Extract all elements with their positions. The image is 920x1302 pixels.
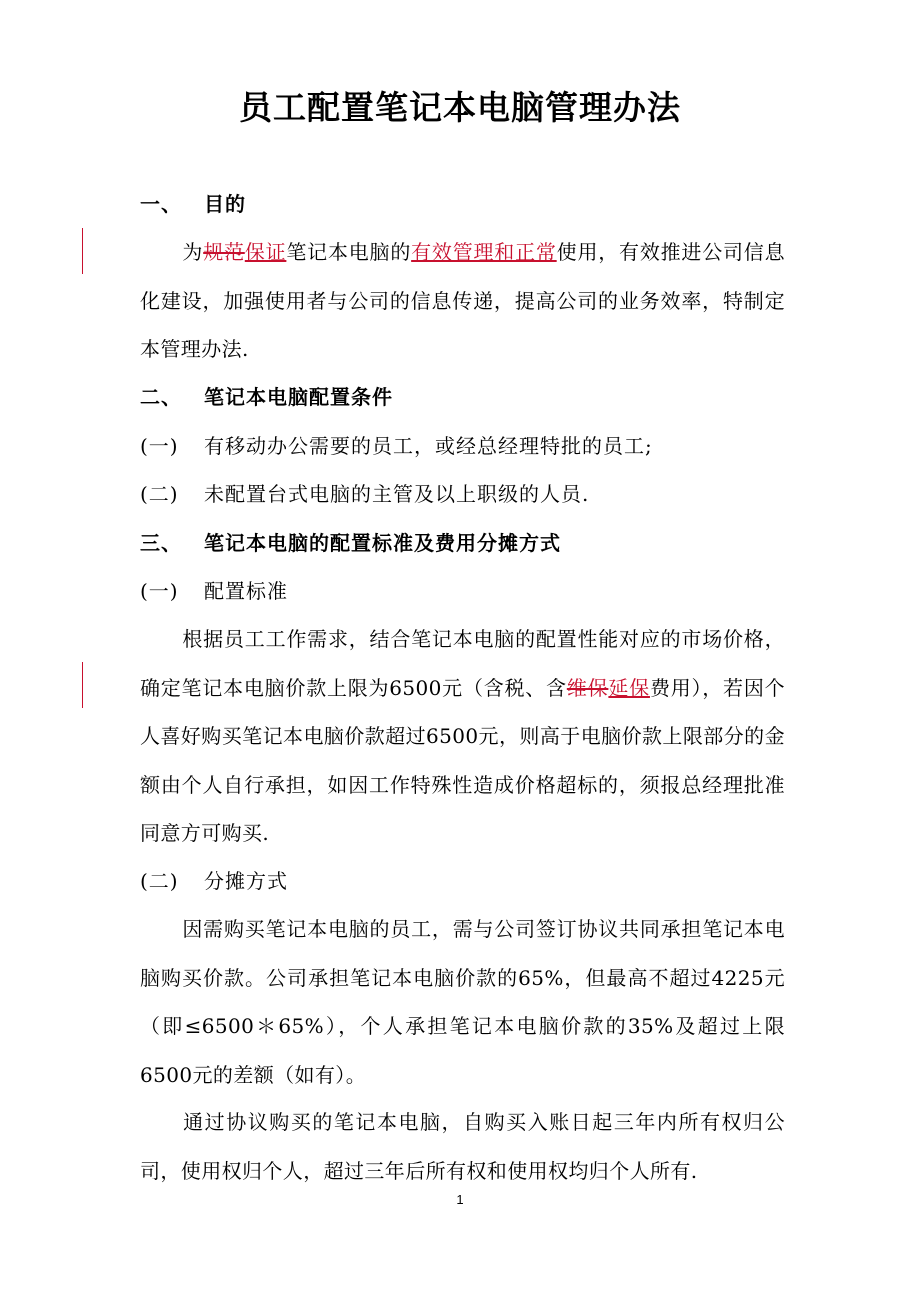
subsection-number: (一) bbox=[140, 579, 179, 603]
subsection-title: 配置标准 bbox=[204, 579, 288, 603]
subsection-number: (二) bbox=[140, 869, 179, 893]
section-heading-purpose bbox=[140, 189, 246, 219]
text-run: 费用），若因个人喜好购买笔记本电脑价款超过6500元，则高于电脑价款上限部分的金额由个人自行承担，如因工作特殊性造成价格超标的，须报总经理批准同意方可购买. bbox=[140, 675, 785, 845]
list-item-number: (一) bbox=[140, 434, 179, 458]
subsection-heading bbox=[140, 576, 288, 606]
section-number: 二、 bbox=[140, 385, 182, 409]
section-title: 笔记本电脑配置条件 bbox=[204, 385, 393, 409]
list-item bbox=[140, 479, 589, 509]
subsection-title: 分摊方式 bbox=[204, 869, 288, 893]
deleted-text: 规范 bbox=[203, 240, 245, 264]
text-run: 根据员工工作需求，结合笔记本电脑的配置性能对应的市场价格，确定笔记本电脑价款上限为6500元（含税、含 bbox=[140, 627, 785, 700]
text-run: 为 bbox=[182, 240, 204, 264]
paragraph-purpose bbox=[140, 228, 785, 374]
text-run: 使用，有效推进公司信息化建设，加强使用者与公司的信息传递，提高公司的业务效率，特制定本管理办法. bbox=[140, 240, 785, 361]
deleted-text: 维保 bbox=[566, 675, 609, 700]
section-title: 目的 bbox=[204, 192, 246, 216]
list-item bbox=[140, 431, 653, 461]
text-run: 通过协议购买的笔记本电脑，自购买入账日起三年内所有权归公司，使用权归个人，超过三年后所有权和使用权均归个人所有. bbox=[140, 1110, 785, 1183]
inserted-text: 保证 bbox=[244, 240, 287, 264]
list-item-text: 有移动办公需要的员工，或经总经理特批的员工; bbox=[204, 434, 653, 458]
inserted-text: 延保 bbox=[608, 675, 650, 700]
section-heading-conditions bbox=[140, 382, 393, 412]
paragraph-cost-sharing bbox=[140, 905, 785, 1099]
section-number: 三、 bbox=[140, 531, 182, 555]
revision-change-bar bbox=[82, 228, 83, 274]
text-run: 笔记本电脑的 bbox=[286, 240, 412, 264]
section-heading-standards bbox=[140, 528, 561, 558]
section-number: 一、 bbox=[140, 192, 182, 216]
paragraph-ownership bbox=[140, 1098, 785, 1195]
section-title: 笔记本电脑的配置标准及费用分摊方式 bbox=[204, 531, 561, 555]
list-item-number: (二) bbox=[140, 482, 179, 506]
page-number: 1 bbox=[456, 1192, 464, 1207]
subsection-heading bbox=[140, 866, 288, 896]
document-title: 员工配置笔记本电脑管理办法 bbox=[239, 88, 681, 127]
list-item-text: 未配置台式电脑的主管及以上职级的人员. bbox=[204, 482, 590, 506]
text-run: 因需购买笔记本电脑的员工，需与公司签订协议共同承担笔记本电脑购买价款。公司承担笔记本电脑价款的65%，但最高不超过4225元（即≤6500＊65%），个人承担笔记本电脑价款的35%及超过上限6500元的差额（如有）。 bbox=[140, 917, 785, 1087]
inserted-text: 有效管理和正常 bbox=[411, 240, 557, 264]
paragraph-standards bbox=[140, 615, 785, 858]
revision-change-bar bbox=[82, 662, 83, 708]
